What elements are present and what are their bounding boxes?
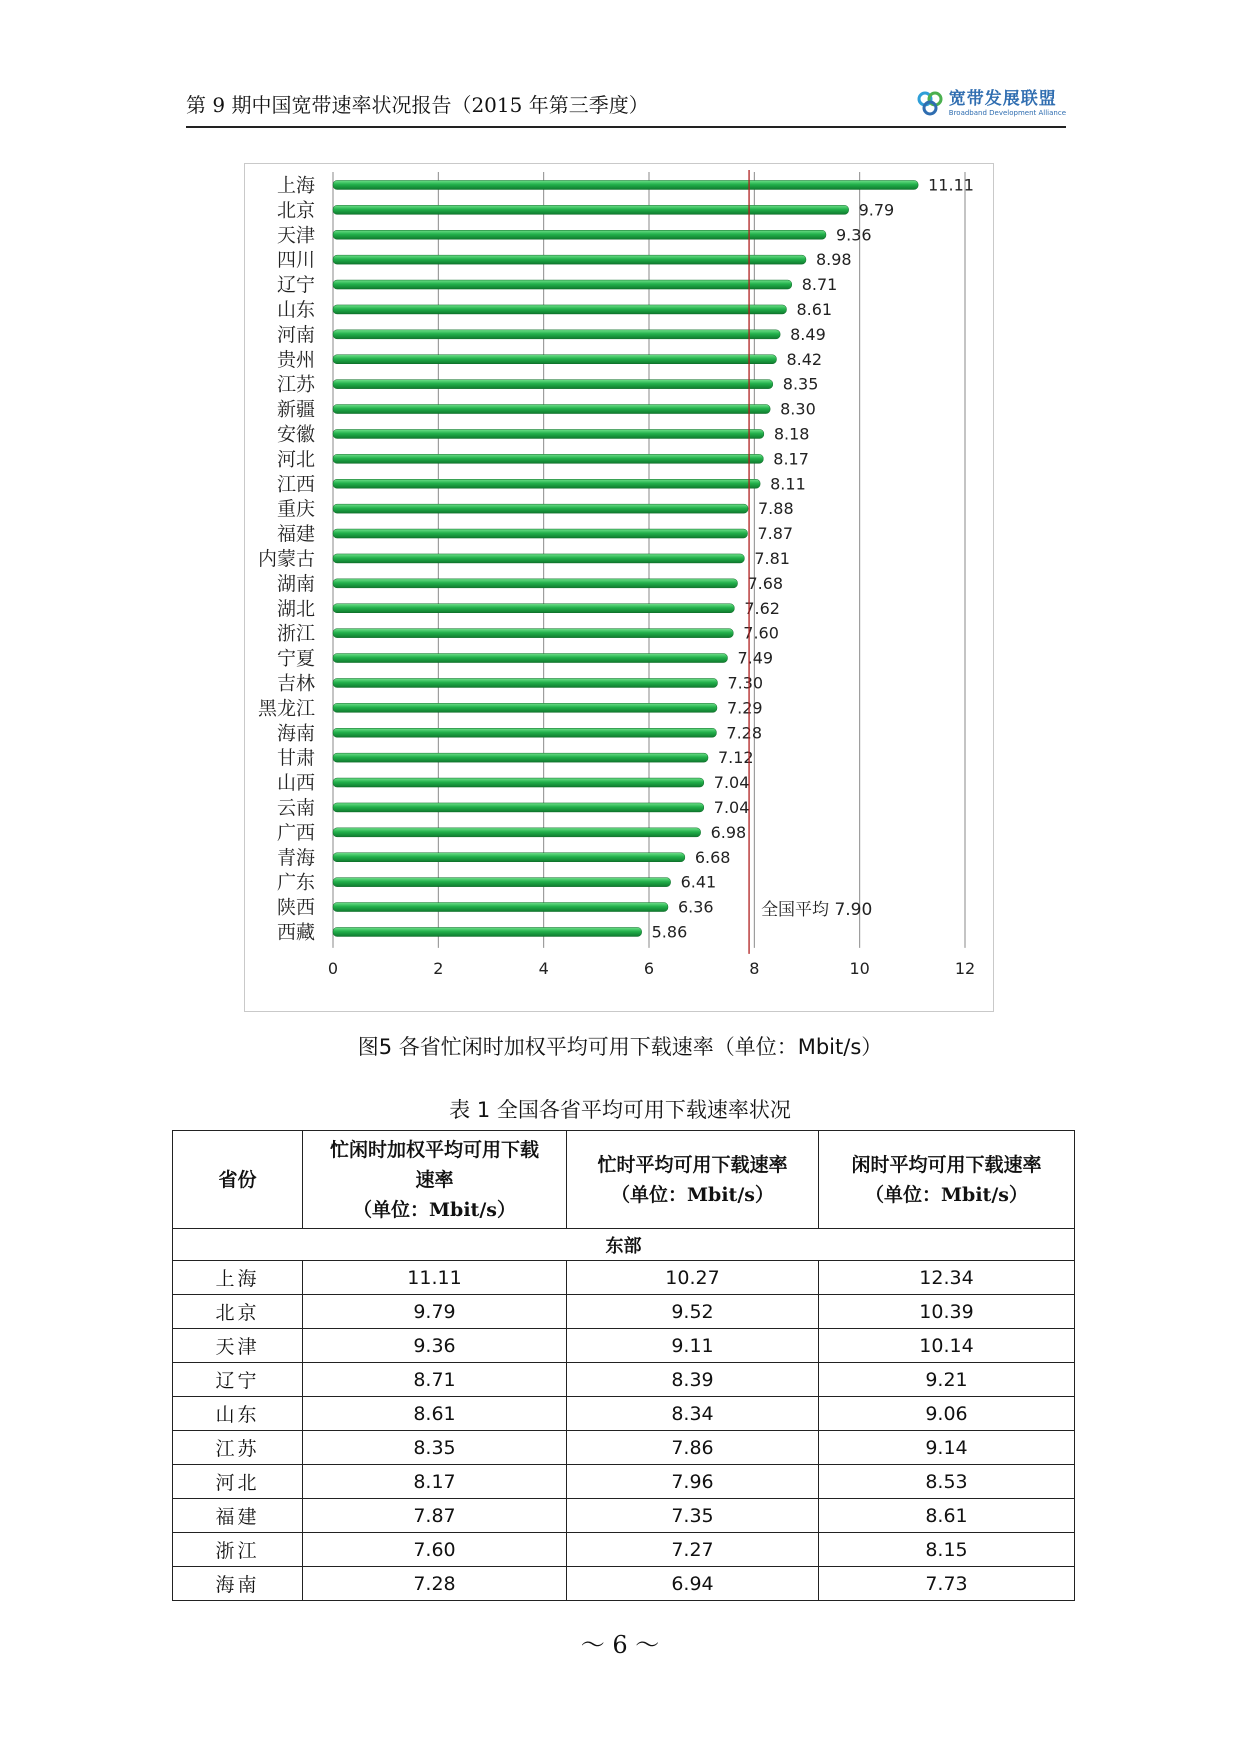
table-row <box>173 1397 1075 1431</box>
data-label: 7.87 <box>757 524 794 544</box>
cell-idle: 7.73 <box>819 1567 1075 1601</box>
header-weighted <box>303 1131 567 1229</box>
category-label: 安徽 <box>276 423 315 446</box>
cell-idle: 10.39 <box>819 1295 1075 1329</box>
cell-province: 山东 <box>173 1397 303 1431</box>
cell-province: 海南 <box>173 1567 303 1601</box>
category-label: 北京 <box>276 199 315 222</box>
bar <box>333 803 704 812</box>
cell-busy: 7.96 <box>567 1465 819 1499</box>
province-speed-table <box>172 1130 1075 1601</box>
cell-busy: 8.39 <box>567 1363 819 1397</box>
header-weighted-line3: （单位：Mbit/s） <box>353 1198 516 1221</box>
bar <box>333 903 668 912</box>
bar <box>333 678 717 687</box>
category-label: 浙江 <box>276 622 315 645</box>
cell-idle: 12.34 <box>819 1261 1075 1295</box>
bar <box>333 305 786 314</box>
data-label: 8.71 <box>801 275 838 295</box>
bar <box>333 205 849 214</box>
bar <box>333 529 747 538</box>
data-label: 7.30 <box>727 673 764 693</box>
figure-caption: 图5 各省忙闲时加权平均可用下载速率（单位：Mbit/s） <box>357 1035 883 1059</box>
category-label: 湖南 <box>276 572 315 595</box>
category-label: 河北 <box>276 448 315 471</box>
header-busy-line1: 忙时平均可用下载速率 <box>597 1153 788 1176</box>
cell-province: 河北 <box>173 1465 303 1499</box>
alliance-logo <box>915 88 1066 118</box>
logo-english-text: Broadband Development Alliance <box>948 108 1066 117</box>
bar <box>333 429 764 438</box>
table-row <box>173 1465 1075 1499</box>
data-label: 8.18 <box>773 424 810 444</box>
cell-province: 上海 <box>173 1261 303 1295</box>
data-label: 11.11 <box>928 175 974 195</box>
x-tick-label: 6 <box>643 958 655 978</box>
cell-weighted: 8.71 <box>303 1363 567 1397</box>
bar <box>333 330 780 339</box>
cell-weighted: 7.87 <box>303 1499 567 1533</box>
data-label: 6.41 <box>680 872 717 892</box>
table-title: 表 1 全国各省平均可用下载速率状况 <box>449 1098 791 1122</box>
data-label: 8.61 <box>796 299 833 319</box>
category-label: 四川 <box>276 249 315 272</box>
category-label: 湖北 <box>276 597 315 620</box>
category-label: 江苏 <box>276 373 315 396</box>
region-label: 东部 <box>173 1229 1075 1261</box>
cell-idle: 9.14 <box>819 1431 1075 1465</box>
bar <box>333 355 776 364</box>
data-label: 8.35 <box>782 374 819 394</box>
data-label: 7.62 <box>744 598 780 618</box>
category-label: 内蒙古 <box>257 547 315 570</box>
data-label: 8.98 <box>815 250 852 270</box>
cell-busy: 9.52 <box>567 1295 819 1329</box>
cell-province: 福建 <box>173 1499 303 1533</box>
bar <box>333 380 773 389</box>
category-label: 甘肃 <box>276 747 315 770</box>
bar <box>333 728 716 737</box>
category-label: 山西 <box>276 772 315 795</box>
cell-busy: 9.11 <box>567 1329 819 1363</box>
bar <box>333 778 704 787</box>
data-label: 6.36 <box>677 897 714 917</box>
bar <box>333 230 826 239</box>
cell-province: 北京 <box>173 1295 303 1329</box>
header-idle-line2: （单位：Mbit/s） <box>865 1183 1028 1206</box>
header-busy-line2: （单位：Mbit/s） <box>611 1183 774 1206</box>
cell-busy: 10.27 <box>567 1261 819 1295</box>
category-label: 广西 <box>276 821 315 844</box>
data-label: 7.49 <box>737 648 774 668</box>
category-label: 贵州 <box>276 348 315 371</box>
header-busy <box>567 1131 819 1229</box>
cell-busy: 8.34 <box>567 1397 819 1431</box>
table-header-row <box>173 1131 1075 1229</box>
province-speed-chart <box>244 163 994 1012</box>
cell-province: 天津 <box>173 1329 303 1363</box>
bar <box>333 878 671 887</box>
data-label: 7.29 <box>726 698 763 718</box>
cell-weighted: 7.28 <box>303 1567 567 1601</box>
cell-idle: 9.06 <box>819 1397 1075 1431</box>
bar <box>333 753 708 762</box>
bar <box>333 504 748 513</box>
cell-weighted: 11.11 <box>303 1261 567 1295</box>
bar <box>333 604 734 613</box>
data-label: 7.04 <box>713 773 750 793</box>
category-label: 江西 <box>276 473 315 496</box>
cell-idle: 8.15 <box>819 1533 1075 1567</box>
header-title: 第 9 期中国宽带速率状况报告（2015 年第三季度） <box>186 93 649 117</box>
table-row <box>173 1295 1075 1329</box>
cell-province: 辽宁 <box>173 1363 303 1397</box>
data-label: 7.28 <box>726 723 763 743</box>
x-tick-label: 8 <box>749 958 760 978</box>
data-label: 7.60 <box>743 623 779 643</box>
bar <box>333 579 737 588</box>
data-label: 9.36 <box>835 225 872 245</box>
cell-weighted: 8.17 <box>303 1465 567 1499</box>
table-row <box>173 1431 1075 1465</box>
header-province: 省份 <box>173 1131 303 1229</box>
category-label: 云南 <box>276 796 315 819</box>
data-label: 8.17 <box>773 449 809 469</box>
region-row <box>173 1229 1075 1261</box>
cell-idle: 8.53 <box>819 1465 1075 1499</box>
data-label: 7.81 <box>754 548 790 568</box>
header-idle-line1: 闲时平均可用下载速率 <box>851 1153 1042 1176</box>
bar <box>333 828 701 837</box>
data-label: 6.68 <box>694 847 731 867</box>
data-label: 7.04 <box>713 797 750 817</box>
header-divider <box>186 126 1066 128</box>
category-label: 山东 <box>276 298 315 321</box>
category-label: 天津 <box>276 224 315 247</box>
table-row <box>173 1567 1075 1601</box>
cell-idle: 8.61 <box>819 1499 1075 1533</box>
data-label: 8.49 <box>790 324 826 344</box>
page-header <box>186 90 1066 126</box>
data-label: 8.42 <box>786 349 823 369</box>
data-label: 7.88 <box>758 499 794 519</box>
table-row <box>173 1533 1075 1567</box>
category-label: 吉林 <box>276 672 315 695</box>
data-label: 7.12 <box>717 748 754 768</box>
cell-weighted: 9.36 <box>303 1329 567 1363</box>
cell-province: 浙江 <box>173 1533 303 1567</box>
data-label: 9.79 <box>858 200 895 220</box>
bar <box>333 454 763 463</box>
category-label: 重庆 <box>276 498 315 521</box>
x-tick-label: 12 <box>954 958 976 978</box>
cell-busy: 7.35 <box>567 1499 819 1533</box>
cell-busy: 7.86 <box>567 1431 819 1465</box>
category-label: 河南 <box>276 323 315 346</box>
table-row <box>173 1329 1075 1363</box>
header-weighted-line1: 忙闲时加权平均可用下载 <box>329 1138 539 1161</box>
alliance-logo-icon <box>915 88 945 118</box>
data-label: 6.98 <box>710 822 747 842</box>
bar <box>333 405 770 414</box>
bar <box>333 255 806 264</box>
category-label: 陕西 <box>276 896 315 919</box>
bar <box>333 180 918 189</box>
cell-idle: 9.21 <box>819 1363 1075 1397</box>
x-tick-label: 2 <box>433 958 444 978</box>
x-tick-label: 10 <box>849 958 870 978</box>
category-label: 宁夏 <box>276 647 315 670</box>
category-label: 青海 <box>276 846 315 869</box>
bar <box>333 703 717 712</box>
bar-chart-canvas <box>245 164 993 1011</box>
bar <box>333 554 744 563</box>
category-label: 上海 <box>276 174 315 197</box>
x-tick-label: 0 <box>327 958 339 978</box>
table-row <box>173 1261 1075 1295</box>
category-label: 辽宁 <box>276 274 315 297</box>
category-label: 新疆 <box>276 398 315 421</box>
cell-weighted: 7.60 <box>303 1533 567 1567</box>
cell-weighted: 8.61 <box>303 1397 567 1431</box>
page-number: ～ 6 ～ <box>580 1631 660 1659</box>
cell-province: 江苏 <box>173 1431 303 1465</box>
bar <box>333 280 792 289</box>
average-label: 全国平均 7.90 <box>761 900 873 920</box>
bar <box>333 654 727 663</box>
data-label: 5.86 <box>651 922 688 942</box>
category-label: 西藏 <box>276 921 315 944</box>
bar <box>333 479 760 488</box>
data-label: 8.11 <box>770 474 806 494</box>
cell-idle: 10.14 <box>819 1329 1075 1363</box>
bar <box>333 853 685 862</box>
table-row <box>173 1363 1075 1397</box>
header-idle <box>819 1131 1075 1229</box>
category-label: 黑龙江 <box>257 697 315 720</box>
cell-weighted: 8.35 <box>303 1431 567 1465</box>
x-tick-label: 4 <box>538 958 549 978</box>
cell-busy: 6.94 <box>567 1567 819 1601</box>
bar <box>333 629 733 638</box>
logo-chinese-text: 宽带发展联盟 <box>948 88 1057 109</box>
cell-busy: 7.27 <box>567 1533 819 1567</box>
cell-weighted: 9.79 <box>303 1295 567 1329</box>
category-label: 广东 <box>276 871 315 894</box>
data-label: 8.30 <box>780 399 816 419</box>
header-weighted-line2: 速率 <box>415 1168 454 1191</box>
category-label: 福建 <box>276 523 315 546</box>
bar <box>333 927 642 936</box>
category-label: 海南 <box>276 722 315 745</box>
table-row <box>173 1499 1075 1533</box>
data-label: 7.68 <box>747 573 784 593</box>
